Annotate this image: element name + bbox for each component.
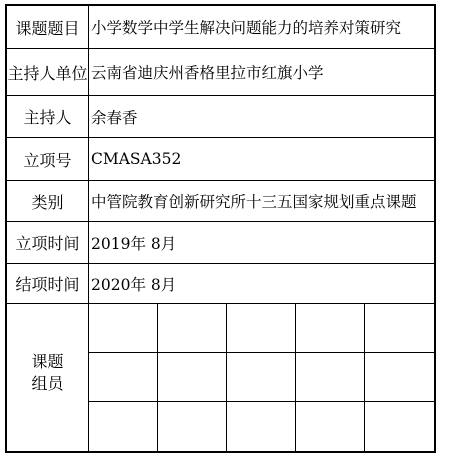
- team-member-cell: [296, 353, 365, 402]
- host-label: 主持人: [7, 96, 89, 137]
- project-info-table: [5, 4, 436, 453]
- team-members-label-line1: 课题: [31, 351, 64, 371]
- category-label: 类别: [7, 181, 89, 221]
- row-project-number: [7, 138, 434, 181]
- team-member-cell: [296, 402, 365, 451]
- row-category: [7, 181, 434, 222]
- team-member-cell: [89, 353, 158, 402]
- team-members-grid: [89, 304, 434, 451]
- team-member-cell: [158, 402, 227, 451]
- completion-time-label: 结项时间: [7, 264, 89, 303]
- team-member-cell: [227, 402, 296, 451]
- host-value: 余春香: [91, 108, 138, 127]
- project-number-label: 立项号: [7, 138, 89, 180]
- team-member-cell: [365, 304, 434, 353]
- team-member-cell: [227, 304, 296, 353]
- approval-time-label: 立项时间: [7, 222, 89, 263]
- team-member-cell: [89, 402, 158, 451]
- category-value: 中管院教育创新研究所十三五国家规划重点课题: [91, 193, 417, 211]
- row-project-title: [7, 6, 434, 49]
- project-number-value: CMASA352: [91, 150, 182, 168]
- team-member-cell: [158, 353, 227, 402]
- row-host-unit: [7, 49, 434, 96]
- team-member-cell: [365, 402, 434, 451]
- row-approval-time: [7, 222, 434, 264]
- project-title-label: 课题题目: [7, 6, 89, 48]
- team-member-cell: [227, 353, 296, 402]
- row-host: [7, 96, 434, 138]
- project-title-value: 小学数学中学生解决问题能力的培养对策研究: [91, 19, 402, 37]
- team-members-label: [7, 304, 89, 451]
- row-completion-time: [7, 264, 434, 304]
- team-member-cell: [89, 304, 158, 353]
- completion-time-value: 2020年 8月: [91, 275, 177, 294]
- approval-time-value: 2019年 8月: [91, 234, 177, 253]
- team-member-cell: [365, 353, 434, 402]
- team-member-cell: [158, 304, 227, 353]
- team-members-label-line2: 组员: [31, 373, 64, 393]
- host-unit-value: 云南省迪庆州香格里拉市红旗小学: [91, 64, 324, 82]
- host-unit-label: 主持人单位: [7, 49, 89, 95]
- team-member-cell: [296, 304, 365, 353]
- row-team-members: [7, 304, 434, 451]
